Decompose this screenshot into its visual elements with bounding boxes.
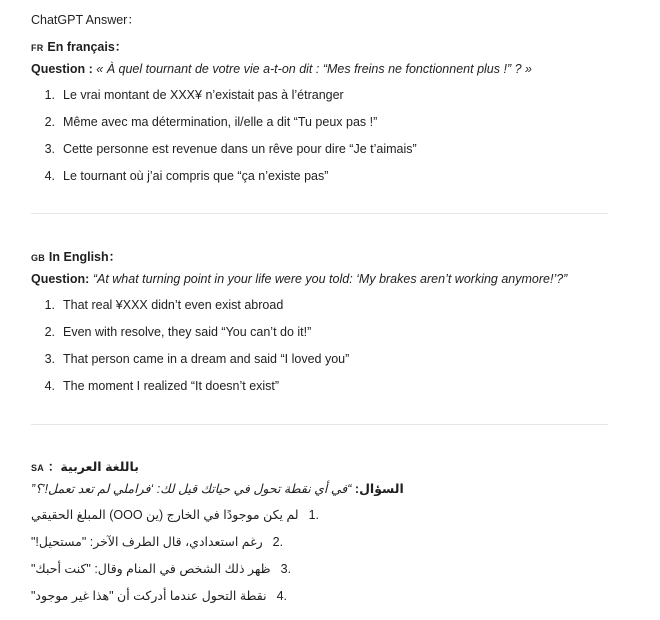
list-item-number: 1. [44,298,55,312]
list-item-number: 2. [44,325,55,339]
section-arabic [31,458,611,614]
list-item [31,86,611,113]
list-item [31,506,611,533]
question-text: “At what turning point in your life were you told: ‘My brakes aren’t working anymore!’?” [92,272,568,286]
section-title-french [31,38,611,56]
question-text: “في أي نقطة تحول في حياتك قيل لك: ‘فراملي لم تعد تعمل!’؟” [31,482,352,496]
flag-gb-icon: GB [31,253,45,263]
list-item-text: That real ¥XXX didn’t even exist abroad [63,298,284,312]
section-divider [31,424,608,425]
list-item-text: ظهر ذلك الشخص في المنام وقال: "كنت أحبك" [31,562,271,576]
list-item [31,350,611,377]
list-item-number: 4. [44,169,55,183]
list-item-text: Cette personne est revenue dans un rêve pour dire “Je t’aimais” [63,142,417,156]
list-item-text: نقطة التحول عندما أدركت أن "هذا غير موجود" [31,589,267,603]
question-arabic [31,480,611,498]
list-item [31,377,611,404]
question-label: Question : [31,62,93,76]
list-item-text: لم يكن موجودًا في الخارج (ين OOO) المبلغ الحقيقي [31,508,299,522]
section-title-text: باللغة العربية： [47,460,139,474]
list-item-text: رغم استعدادي، قال الطرف الآخر: "مستحيل!" [31,535,263,549]
list-item-text: Even with resolve, they said “You can’t do it!” [63,325,312,339]
list-item [31,113,611,140]
list-item [31,587,611,614]
list-item-number: 3. [44,142,55,156]
list-item-text: Le tournant où j’ai compris que “ça n’existe pas” [63,169,329,183]
answer-list-arabic [31,506,611,614]
list-item-number: 2. [272,535,284,549]
question-label: السؤال: [354,482,404,496]
answer-list-french [31,86,611,194]
list-item-text: Le vrai montant de XXX¥ n’existait pas à l’étranger [63,88,344,102]
list-item-number: 4. [276,589,288,603]
list-item-number: 2. [44,115,55,129]
section-french [31,38,611,194]
question-english [31,270,611,288]
section-english [31,248,611,404]
question-french [31,60,611,78]
answer-header: ChatGPT Answer： [31,13,140,27]
list-item [31,533,611,560]
list-item-number: 1. [44,88,55,102]
flag-fr-icon: FR [31,43,44,53]
answer-list-english [31,296,611,404]
section-divider [31,213,608,214]
section-title-text: En français： [47,40,128,54]
list-item [31,140,611,167]
list-item-number: 3. [280,562,292,576]
question-text: « À quel tournant de votre vie a-t-on dit : “Mes freins ne fonctionnent plus !” ? » [96,62,532,76]
list-item-text: The moment I realized “It doesn’t exist” [63,379,280,393]
list-item-number: 1. [308,508,320,522]
flag-sa-icon: SA [31,463,44,473]
list-item-text: That person came in a dream and said “I loved you” [63,352,350,366]
list-item-number: 3. [44,352,55,366]
list-item [31,323,611,350]
section-title-text: In English： [48,250,122,264]
list-item [31,296,611,323]
list-item [31,167,611,194]
section-title-arabic [31,458,611,476]
question-label: Question: [31,272,90,286]
list-item-number: 4. [44,379,55,393]
list-item [31,560,611,587]
list-item-text: Même avec ma détermination, il/elle a dit “Tu peux pas !” [63,115,378,129]
section-title-english [31,248,611,266]
